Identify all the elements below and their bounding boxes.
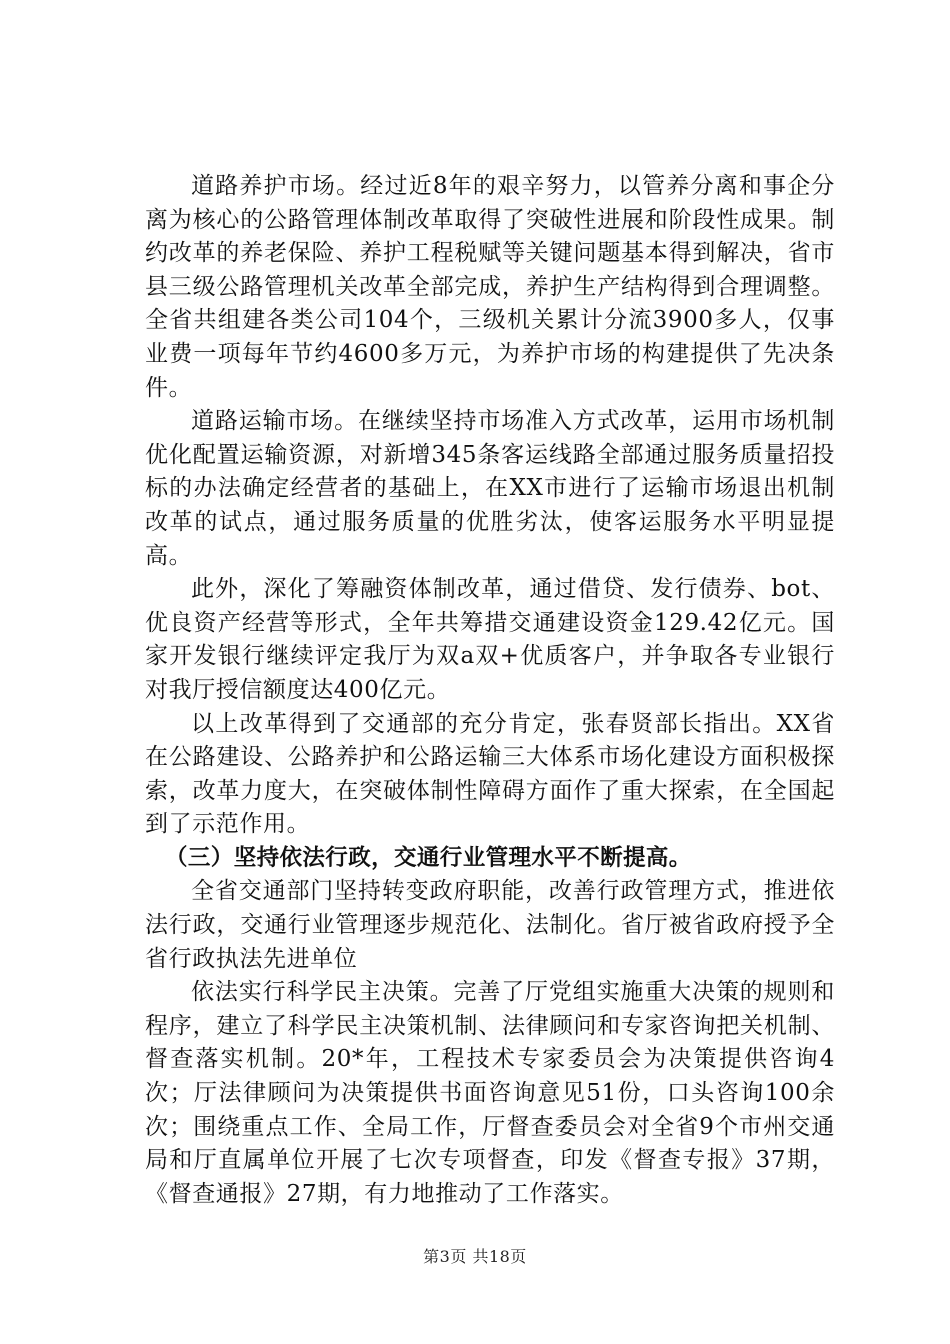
paragraph-financing-reform: 此外，深化了筹融资体制改革，通过借贷、发行债券、bot、优良资产经营等形式，全年共筹措交通建设资金129.42亿元。国家开发银行继续评定我厅为双a双+优质客户，并争取各专业银行对我厅授信额度达400亿元。 [145,576,835,703]
page-footer: 第3页 共18页 [423,1247,527,1266]
paragraph-road-maintenance-market: 道路养护市场。经过近8年的艰辛努力，以管养分离和事企分离为核心的公路管理体制改革取得了突破性进展和阶段性成果。制约改革的养老保险、养护工程税赋等关键问题基本得到解决，省市县三级公路管理机关改革全部完成，养护生产结构得到合理调整。全省共组建各类公司104个，三级机关累计分流3900多人，仅事业费一项每年节约4600多万元，为养护市场的构建提供了先决条件。 [145,173,835,401]
paragraph-ministry-affirmation: 以上改革得到了交通部的充分肯定，张春贤部长指出。XX省在公路建设、公路养护和公路运输三大体系市场化建设方面积极探索，改革力度大，在突破体制性障碍方面作了重大探索，在全国起到了示范作用。 [145,710,835,838]
paragraph-scientific-decision-making: 依法实行科学民主决策。完善了厅党组实施重大决策的规则和程序，建立了科学民主决策机制、法律顾问和专家咨询把关机制、督查落实机制。20*年，工程技术专家委员会为决策提供咨询4次；厅法律顾问为决策提供书面咨询意见51份，口头咨询100余次；围绕重点工作、全局工作，厅督查委员会对全省9个市州交通局和厅直属单位开展了七次专项督查，印发《督查专报》37期，《督查通报》27期，有力地推动了工作落实。 [145,979,835,1207]
paragraph-administration-by-law: 全省交通部门坚持转变政府职能，改善行政管理方式，推进依法行政，交通行业管理逐步规范化、法制化。省厅被省政府授予全省行政执法先进单位 [145,878,835,972]
paragraph-road-transport-market: 道路运输市场。在继续坚持市场准入方式改革，运用市场机制优化配置运输资源，对新增345条客运线路全部通过服务质量招投标的办法确定经营者的基础上，在XX市进行了运输市场退出机制改革的试点，通过服务质量的优胜劣汰，使客运服务水平明显提高。 [145,408,835,569]
document-body [145,170,835,1211]
section-heading-rule-of-law: （三）坚持依法行政，交通行业管理水平不断提高。 [165,844,692,871]
